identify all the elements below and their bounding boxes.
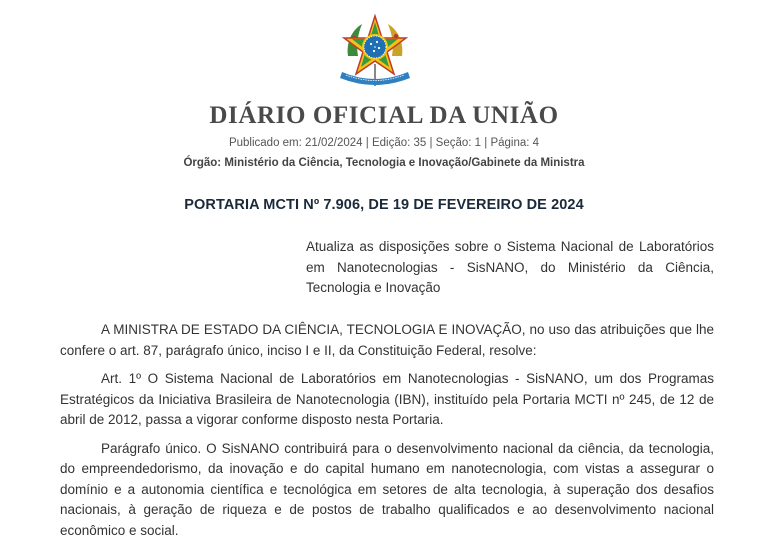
brazil-coat-of-arms-icon [336, 12, 414, 90]
publication-info: Publicado em: 21/02/2024 | Edição: 35 | Seção: 1 | Página: 4 [228, 137, 540, 149]
document-body [60, 320, 714, 549]
document-ementa: Atualiza as disposições sobre o Sistema Nacional de Laboratórios em Nanotecnologias - SisNANO, do Ministério da Ciência, Tecnologia e Inovação [306, 239, 714, 295]
masthead-title: DIÁRIO OFICIAL DA UNIÃO [209, 102, 559, 129]
document-title: PORTARIA MCTI Nº 7.906, DE 19 DE FEVEREIRO DE 2024 [184, 197, 584, 213]
preamble-paragraph: A MINISTRA DE ESTADO DA CIÊNCIA, TECNOLOGIA E INOVAÇÃO, no uso das atribuições que lhe confere o art. 87, parágrafo único, inciso I e II, da Constituição Federal, resolve: [60, 322, 714, 358]
sole-paragraph: Parágrafo único. O SisNANO contribuirá para o desenvolvimento nacional da ciência, da tecnologia, do empreendedorismo, da inovação e do capital humano em nanotecnologia, com vistas a assegurar o domínio e a autonomia científica e tecnológica em setores de alta tecnologia, à superação dos desafios nacionais, à geração de riqueza e de postos de trabalho qualificados e ao desenvolvimento nacional econômico e social. [60, 440, 714, 538]
issuing-agency: Órgão: Ministério da Ciência, Tecnologia e Inovação/Gabinete da Ministra [183, 157, 585, 169]
article-1-paragraph: Art. 1º O Sistema Nacional de Laboratórios em Nanotecnologias - SisNANO, um dos Programas Estratégicos da Iniciativa Brasileira de Nanotecnologia (IBN), instituído pela Portaria MCTI nº 245, de 12 de abril de 2012, passa a vigorar conforme disposto nesta Portaria. [60, 371, 714, 427]
